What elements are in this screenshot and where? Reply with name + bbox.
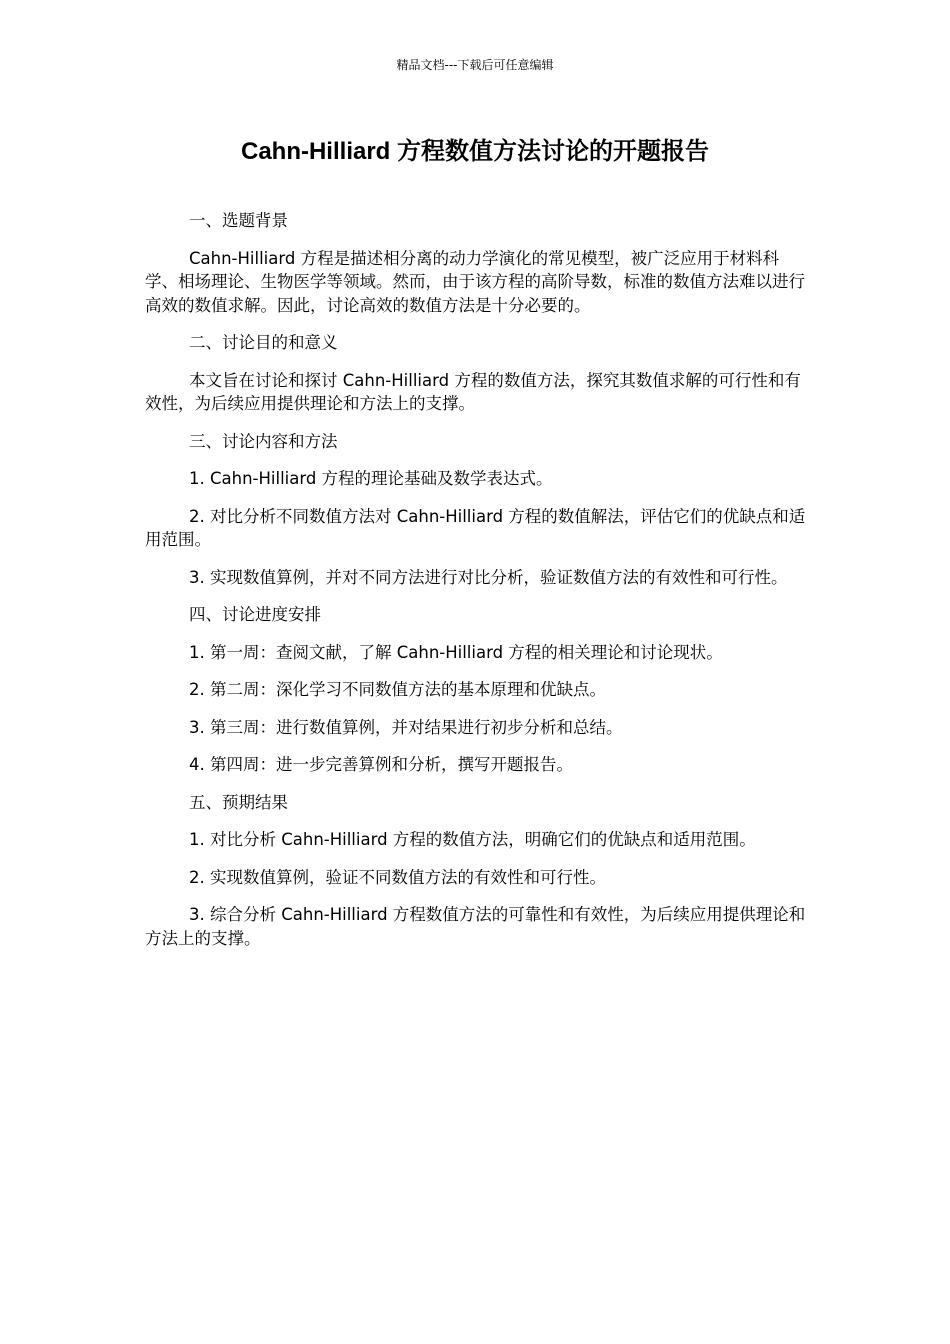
section-heading-purpose: 二、讨论目的和意义	[189, 333, 338, 352]
document-body	[145, 209, 810, 964]
list-item-schedule-2: 2. 第二周：深化学习不同数值方法的基本原理和优缺点。	[189, 680, 606, 699]
list-item-content-3: 3. 实现数值算例，并对不同方法进行对比分析，验证数值方法的有效性和可行性。	[189, 567, 788, 587]
section-heading-results: 五、预期结果	[189, 792, 288, 812]
paragraph-purpose: 本文旨在讨论和探讨 Cahn-Hilliard 方程的数值方法，探究其数值求解的可行性和有效性，为后续应用提供理论和方法上的支撑。	[145, 370, 801, 413]
list-item-results-1: 1. 对比分析 Cahn-Hilliard 方程的数值方法，明确它们的优缺点和适用范围。	[189, 830, 756, 849]
list-item-content-2: 2. 对比分析不同数值方法对 Cahn-Hilliard 方程的数值解法，评估它们的优缺点和适用范围。	[145, 506, 806, 549]
section-heading-content: 三、讨论内容和方法	[189, 431, 338, 451]
list-item-schedule-4: 4. 第四周：进一步完善算例和分析，撰写开题报告。	[189, 755, 573, 774]
header-note: 精品文档---下载后可任意编辑	[396, 58, 554, 72]
paragraph-background: Cahn-Hilliard 方程是描述相分离的动力学演化的常见模型，被广泛应用于材料科学、相场理论、生物医学等领域。然而，由于该方程的高阶导数，标准的数值方法难以进行高效的数值求解。因此，讨论高效的数值方法是十分必要的。	[145, 248, 805, 315]
section-heading-schedule: 四、讨论进度安排	[189, 605, 321, 624]
section-heading-background: 一、选题背景	[189, 211, 288, 230]
list-item-schedule-3: 3. 第三周：进行数值算例，并对结果进行初步分析和总结。	[189, 717, 623, 737]
list-item-schedule-1: 1. 第一周：查阅文献，了解 Cahn-Hilliard 方程的相关理论和讨论现状。	[189, 642, 723, 662]
document-title: Cahn-Hilliard 方程数值方法讨论的开题报告	[240, 138, 709, 165]
list-item-results-2: 2. 实现数值算例，验证不同数值方法的有效性和可行性。	[189, 867, 606, 887]
list-item-results-3: 3. 综合分析 Cahn-Hilliard 方程数值方法的可靠性和有效性，为后续应用提供理论和方法上的支撑。	[145, 905, 806, 948]
list-item-content-1: 1. Cahn-Hilliard 方程的理论基础及数学表达式。	[189, 469, 553, 488]
